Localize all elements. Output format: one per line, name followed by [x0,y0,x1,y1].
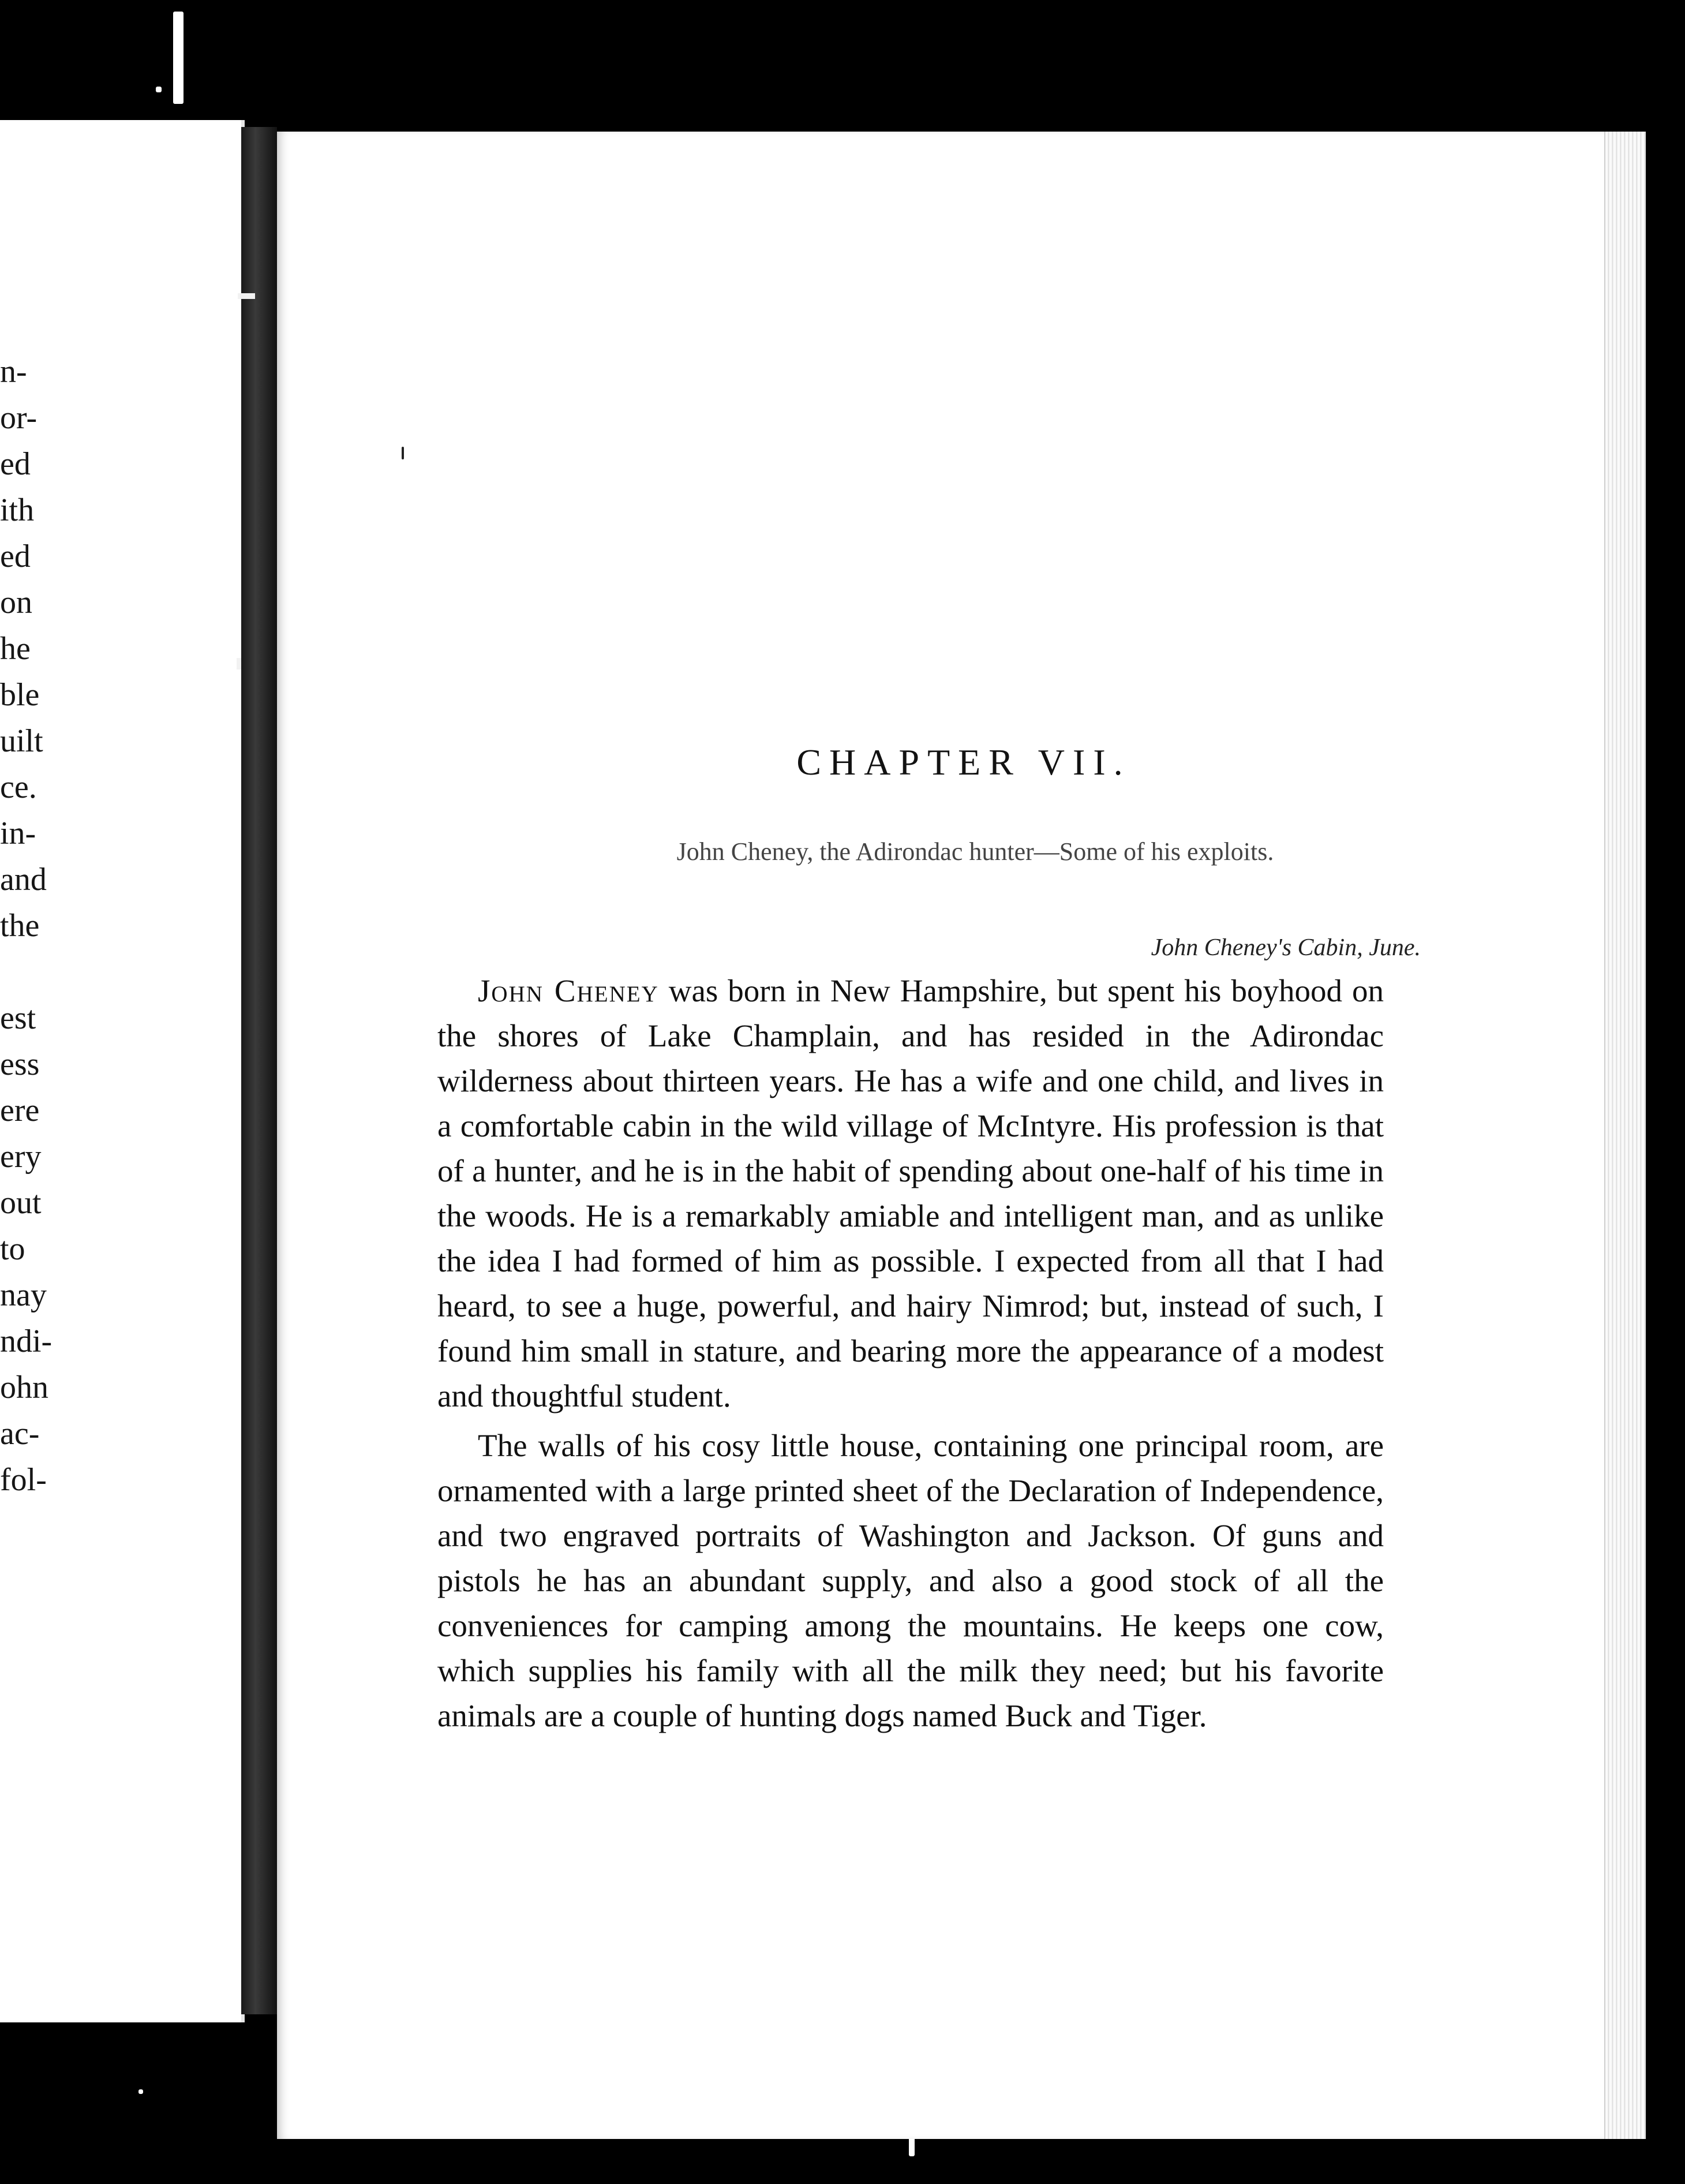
previous-page-line: to [0,1231,25,1267]
previous-page-line: n- [0,354,27,390]
previous-page-line: ed [0,538,31,574]
scan-speck [402,447,404,459]
previous-page-line: or- [0,400,38,436]
scan-speck [138,2089,143,2094]
paragraph-text: was born in New Hampshire, but spent his boyhood on the shores of Lake Champlain, and has resided in the Adirondac wilderness about thirteen years. He has a wife and one child, and lives in a comfortable cabin in the wild village of McIntyre. His profession is that of a hunter, and he is in the habit of spending about one-half of his time in the woods. He is a remarkably amiable and intelligent man, and as unlike the idea I had formed of him as possible. I expected from all that I had heard, to see a huge, powerful, and hairy Nimrod; but, instead of such, I found him small in stature, and bearing more the appearance of a modest and thoughtful student. [437,973,1384,1413]
previous-page-line: nay [0,1277,47,1313]
previous-page-line: ith [0,492,35,528]
chapter-body [437,968,1384,1743]
scan-speck [156,87,162,92]
current-page [277,132,1646,2139]
chapter-title: CHAPTER VII. [796,742,1131,783]
opening-words: John Cheney [478,973,659,1008]
previous-page-line: and [0,862,47,897]
previous-page-line: the [0,908,40,944]
paragraph [437,1423,1384,1738]
paragraph [437,968,1384,1419]
book-gutter [241,127,277,2014]
previous-page-line: ohn [0,1370,48,1405]
previous-page-line: in- [0,816,36,851]
previous-page-line: ndi- [0,1323,53,1359]
chapter-summary: John Cheney, the Adirondac hunter—Some of his exploits. [676,837,1274,866]
previous-page-line: ed [0,446,31,482]
dateline: John Cheney's Cabin, June. [1151,934,1421,961]
previous-page-line: uilt [0,723,43,759]
previous-page-line: ery [0,1139,42,1175]
previous-page-line: ess [0,1046,40,1082]
scan-speck [173,12,184,104]
previous-page-line: ere [0,1093,40,1128]
previous-page-line: he [0,631,31,667]
previous-page-line: fol- [0,1462,47,1498]
page-edges [1604,132,1646,2139]
previous-page-line: out [0,1185,42,1221]
previous-page-line: ac- [0,1416,40,1452]
previous-page [0,120,245,2022]
previous-page-line: est [0,1000,36,1036]
gutter-mark [237,658,241,670]
previous-page-line: ce. [0,769,37,805]
paragraph-text: The walls of his cosy little house, containing one principal room, are ornamented with a large printed sheet of the Declaration of Independence, and two engraved portraits of Washington and Jackson. Of guns and pistols he has an abundant supply, and also a good stock of all the conveniences for camping among the mountains. He keeps one cow, which supplies his family with all the milk they need; but his favorite animals are a couple of hunting dogs named Buck and Tiger. [437,1428,1384,1733]
gutter-mark [238,293,255,299]
previous-page-line: on [0,585,32,620]
previous-page-line: ble [0,677,40,713]
